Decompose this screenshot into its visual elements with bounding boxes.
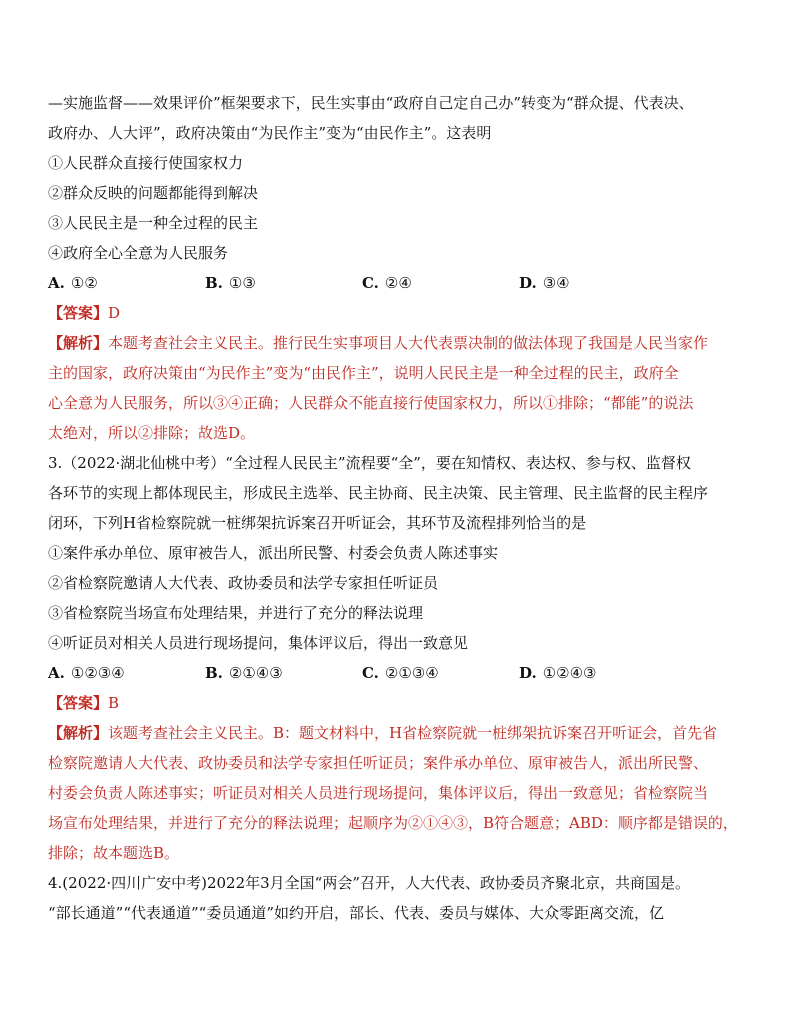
question-4 bbox=[48, 868, 748, 928]
q3-option-c: C. ②①③④ bbox=[362, 664, 439, 682]
q2-analysis-line: 太绝对，所以②排除；故选D。 bbox=[48, 424, 256, 442]
q2-option-a: A. ①② bbox=[48, 274, 98, 292]
q3-item: ③省检察院当场宣布处理结果，并进行了充分的释法说理 bbox=[48, 604, 424, 622]
q2-item: ③人民民主是一种全过程的民主 bbox=[48, 214, 259, 232]
q2-option-d: D. ③④ bbox=[519, 274, 570, 292]
q3-answer: 【答案】B bbox=[48, 694, 120, 712]
q3-item: ①案件承办单位、原审被告人，派出所民警、村委会负责人陈述事实 bbox=[48, 544, 499, 562]
q2-analysis: 【解析】本题考查社会主义民主。推行民生实事项目人大代表票决制的做法体现了我国是人民当家作 bbox=[48, 334, 709, 352]
question-3 bbox=[48, 448, 748, 868]
q2-option-c: C. ②④ bbox=[362, 274, 412, 292]
q2-options bbox=[48, 268, 748, 298]
q2-item: ②群众反映的问题都能得到解决 bbox=[48, 184, 259, 202]
q3-item: ②省检察院邀请人大代表、政协委员和法学专家担任听证员 bbox=[48, 574, 439, 592]
q3-item: ④听证员对相关人员进行现场提问，集体评议后，得出一致意见 bbox=[48, 634, 469, 652]
q2-analysis-line: 心全意为人民服务，所以③④正确；人民群众不能直接行使国家权力，所以①排除；“都能”的说法 bbox=[48, 394, 694, 412]
q3-stem-line: 3.（2022·湖北仙桃中考）“全过程人民民主”流程要“全”，要在知情权、表达权、参与权、监督权 bbox=[48, 454, 691, 472]
q2-item: ①人民群众直接行使国家权力 bbox=[48, 154, 244, 172]
q3-option-b: B. ②①④③ bbox=[205, 664, 283, 682]
q4-stem-line: “部长通道”“代表通道”“委员通道”如约开启，部长、代表、委员与媒体、大众零距离交流，亿 bbox=[48, 904, 665, 922]
q2-stem-line: 政府办、人大评”，政府决策由“为民作主”变为“由民作主”。这表明 bbox=[48, 124, 492, 142]
q2-item: ④政府全心全意为人民服务 bbox=[48, 244, 229, 262]
q2-analysis-line: 主的国家，政府决策由“为民作主”变为“由民作主”，说明人民民主是一种全过程的民主，政府全 bbox=[48, 364, 679, 382]
q3-analysis-line: 村委会负责人陈述事实；听证员对相关人员进行现场提问，集体评议后，得出一致意见；省检察院当 bbox=[48, 784, 709, 802]
q3-stem-line: 闭环，下列H省检察院就一桩绑架抗诉案召开听证会，其环节及流程排列恰当的是 bbox=[48, 514, 587, 532]
document-page bbox=[48, 88, 748, 928]
q3-analysis-line: 场宣布处理结果，并进行了充分的释法说理；起顺序为②①④③，B符合题意；ABD：顺序都是错误的， bbox=[48, 814, 738, 832]
q2-answer: 【答案】D bbox=[48, 304, 121, 322]
q3-analysis: 【解析】该题考查社会主义民主。B：题文材料中，H省检察院就一桩绑架抗诉案召开听证会，首先省 bbox=[48, 724, 718, 742]
question-2 bbox=[48, 88, 748, 448]
q2-option-b: B. ①③ bbox=[205, 274, 256, 292]
q2-stem-line: —实施监督——效果评价”框架要求下，民生实事由“政府自己定自己办”转变为“群众提、代表决、 bbox=[48, 94, 694, 112]
q3-option-a: A. ①②③④ bbox=[48, 664, 125, 682]
q3-stem-line: 各环节的实现上都体现民主，形成民主选举、民主协商、民主决策、民主管理、民主监督的民主程序 bbox=[48, 484, 709, 502]
q3-option-d: D. ①②④③ bbox=[519, 664, 597, 682]
q3-options bbox=[48, 658, 748, 688]
q4-stem-line: 4.(2022·四川广安中考)2022年3月全国“两会”召开，人大代表、政协委员齐聚北京，共商国是。 bbox=[48, 874, 691, 892]
q3-analysis-line: 排除；故本题选B。 bbox=[48, 844, 180, 862]
q3-analysis-line: 检察院邀请人大代表、政协委员和法学专家担任听证员；案件承办单位、原审被告人，派出所民警、 bbox=[48, 754, 709, 772]
